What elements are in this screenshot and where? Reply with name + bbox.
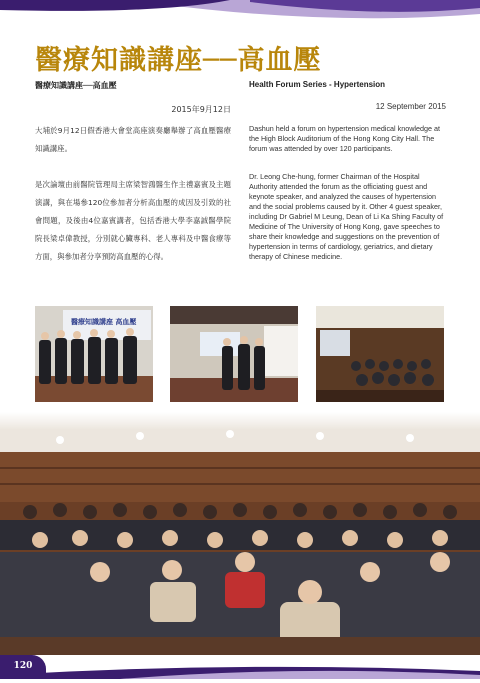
chinese-date: 2015年9月12日: [171, 105, 231, 114]
english-date: 12 September 2015: [375, 102, 446, 111]
guests-group-photo: [35, 306, 153, 402]
bottom-decorative-band: [0, 655, 480, 679]
top-decorative-band: [0, 0, 480, 26]
english-subtitle: Health Forum Series - Hypertension: [249, 80, 386, 89]
audience-photo: [0, 412, 480, 655]
auditorium-wide-photo: [316, 306, 444, 402]
photo-top-fade: [0, 412, 480, 430]
chinese-subtitle: 醫療知識講座──高血壓: [35, 81, 117, 90]
chinese-paragraph-2: 是次論壇由前醫院管理局主席梁智鴻醫生作主禮嘉賓及主題演講，與在場參120位參加者分析高血壓的成因及引致的社會問題，及後由4位嘉賓講者，包括香港大學李嘉誠醫學院院長梁卓偉教授，分別就心臟專科、老人專科及中醫食療等方面，與參加者分享預防高血壓的心得。: [35, 180, 231, 261]
presentation-photo: [170, 306, 298, 402]
page-number: 120: [0, 655, 46, 676]
photo-banner-text: 醫療知識講座 高血壓: [71, 318, 137, 326]
chinese-paragraph-1: 大埔於9月12日假香港大會堂高座演奏廳舉辦了高血壓醫療知識講座。: [35, 126, 231, 153]
page-title: 醫療知識講座──高血壓: [35, 45, 322, 76]
english-paragraph-2: Dr. Leong Che-hung, former Chairman of the Hospital Authority attended the forum as the officiating guest and keynote speaker, and analyzed the causes of hypertension and the social problems caused by it. Other 4 guest speaker, including Dr Gabriel M Leung, Dean of Li Ka Shing Faculty of Medicine of The University of Hong Kong, gave speeches to share their knowledge and suggestions on the prevention of hypertension in terms of cardiology, geriatrics, and dietary therapy of Chinese medicine.: [249, 172, 444, 261]
english-paragraph-1: Dashun held a forum on hypertension medical knowledge at the High Block Auditorium of the Hong Kong City Hall. The forum was attended by over 120 participants.: [249, 124, 440, 153]
